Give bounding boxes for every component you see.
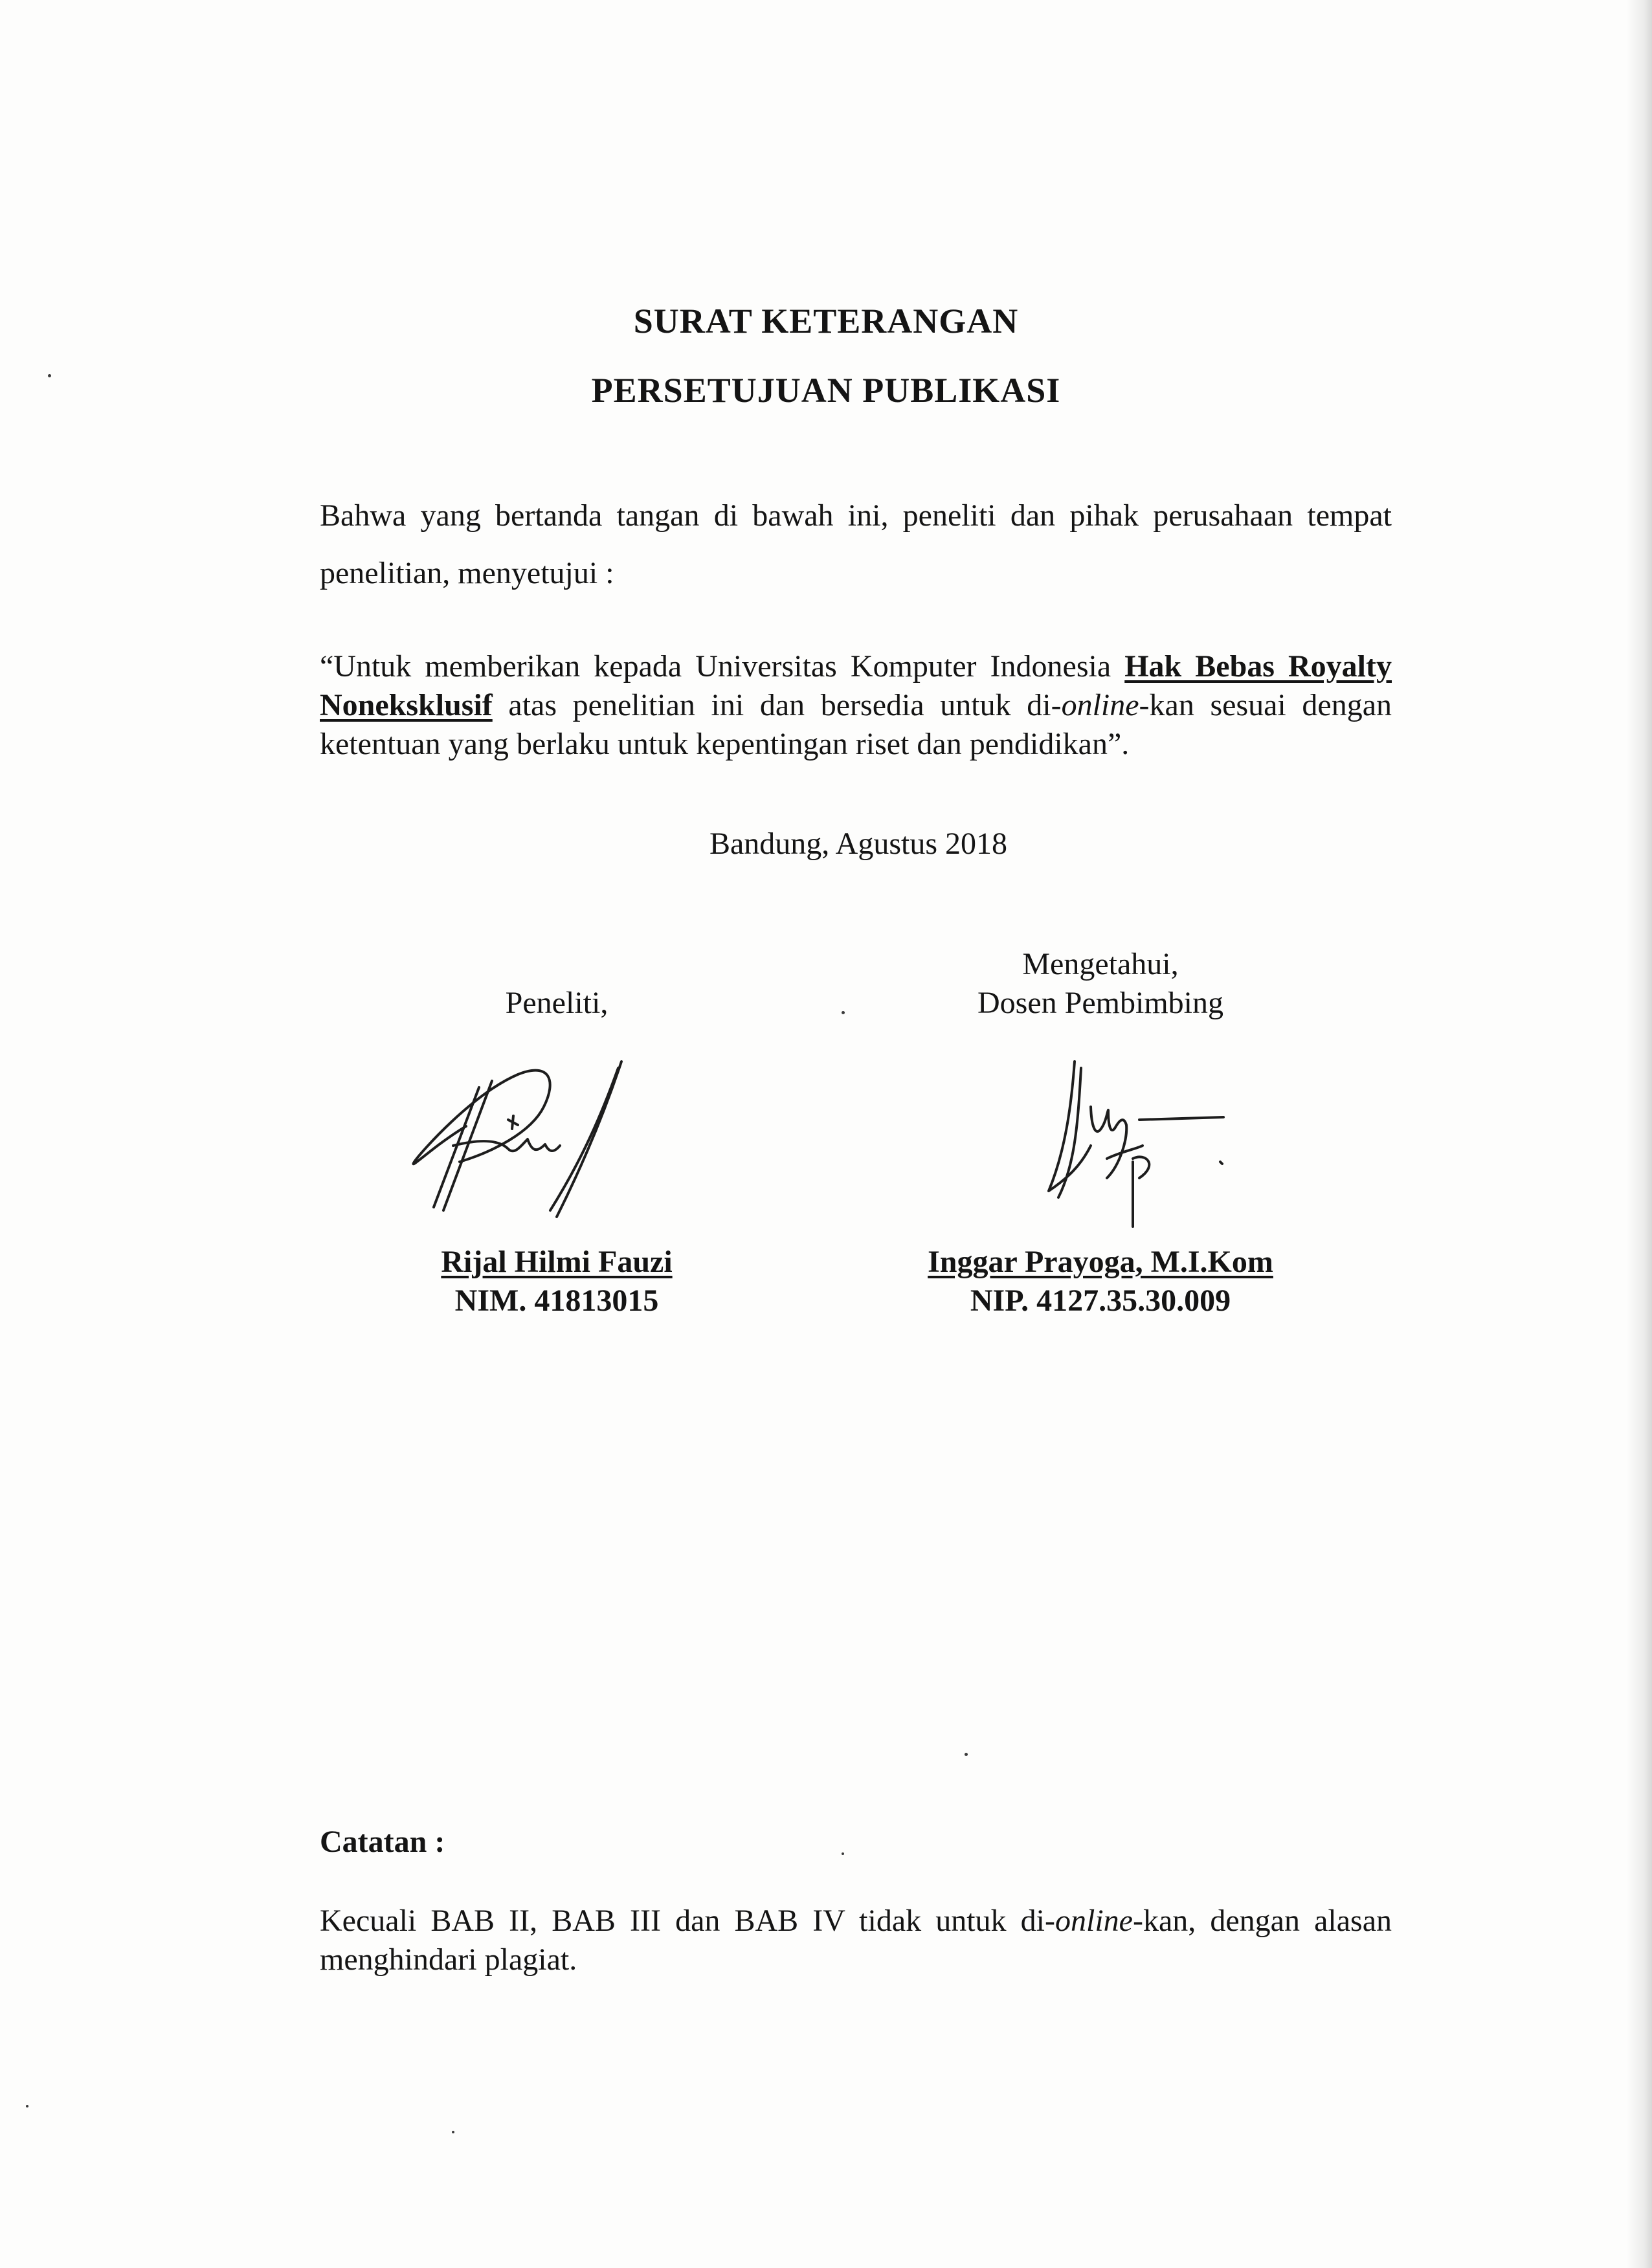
scan-speck: [965, 1753, 968, 1756]
right-signatory-block: [874, 1243, 1327, 1320]
statement-part-3: -kan sesuai dengan ketentuan yang berlaku untuk kepentingan riset dan pendidikan”.: [320, 688, 1392, 761]
left-signatory-role: Peneliti,: [505, 986, 608, 1020]
note-title: Catatan :: [320, 1825, 445, 1859]
left-signatory-name: Rijal Hilmi Fauzi: [441, 1245, 673, 1279]
right-signatory-name: Inggar Prayoga, M.I.Kom: [928, 1245, 1273, 1279]
statement-italic-online: online: [1061, 688, 1139, 722]
scan-speck: [842, 1852, 844, 1855]
scan-speck: [842, 1011, 845, 1014]
note-text-part-1: Kecuali BAB II, BAB III dan BAB IV tidak untuk di-: [320, 1904, 1055, 1938]
note-italic-online: online: [1055, 1904, 1133, 1938]
document-subtitle: PERSETUJUAN PUBLIKASI: [591, 371, 1061, 410]
left-signatory-block: [363, 1243, 751, 1320]
scan-speck: [48, 374, 51, 377]
right-signatory-role-line-1: Mengetahui,: [1022, 947, 1179, 981]
right-signatory-nip: NIP. 4127.35.30.009: [970, 1284, 1231, 1318]
right-signatory-role: [874, 945, 1327, 1023]
statement-part-2: atas penelitian ini dan bersedia untuk di-: [508, 688, 1062, 722]
left-signatory-nim: NIM. 41813015: [454, 1284, 659, 1318]
right-signature: [1029, 1049, 1249, 1236]
place-date: Bandung, Agustus 2018: [709, 827, 1008, 861]
statement-part-1: “Untuk memberikan kepada Universitas Komputer Indonesia: [320, 649, 1111, 684]
intro-line-2: penelitian, menyetujui :: [320, 556, 614, 590]
intro-line-1: Bahwa yang bertanda tangan di bawah ini, peneliti dan pihak perusahaan tempat: [320, 498, 1392, 533]
note-text: [320, 1902, 1392, 1979]
left-signature: [395, 1049, 641, 1223]
right-signatory-role-line-2: Dosen Pembimbing: [977, 986, 1223, 1020]
statement-paragraph: [320, 647, 1392, 764]
scan-speck: [452, 2131, 454, 2133]
note-text-part-2: -kan, dengan alasan menghindari plagiat.: [320, 1904, 1392, 1977]
royalty-terms: Hak Bebas Royalty Noneksklusif: [320, 649, 1392, 722]
scan-speck: [26, 2105, 28, 2107]
document-title: SURAT KETERANGAN: [633, 302, 1019, 340]
